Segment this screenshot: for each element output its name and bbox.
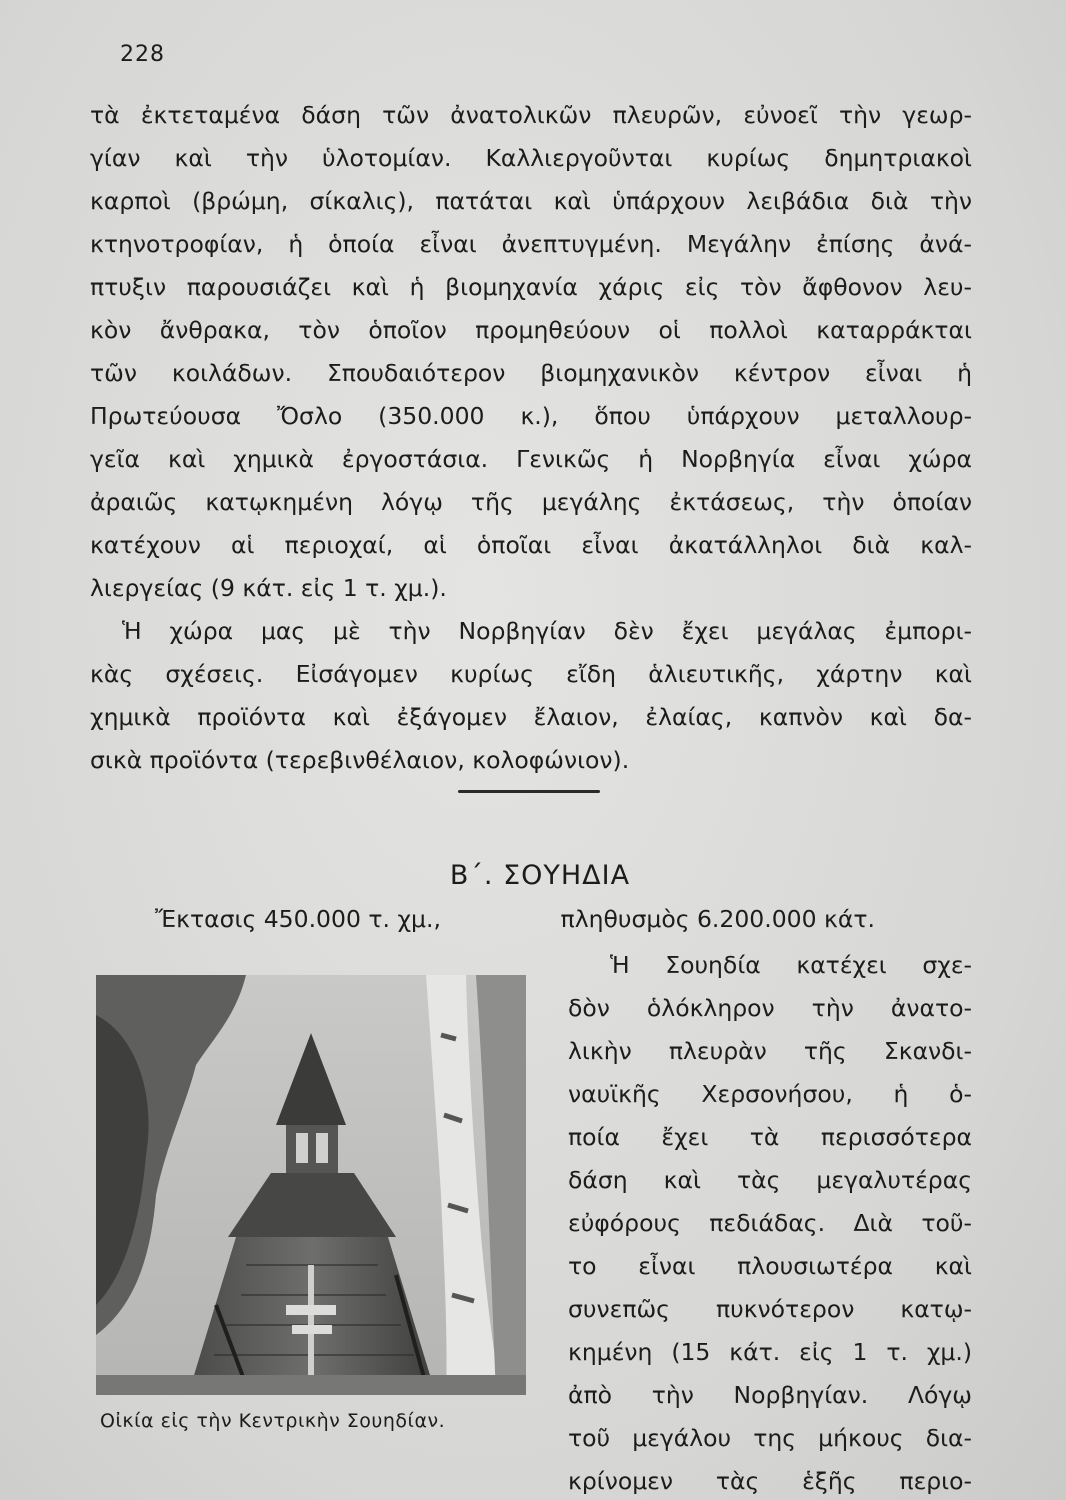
text-line: τῶν κοιλάδων. Σπουδαιότερον βιομηχανικὸν κέντρον εἶναι ἡ xyxy=(90,359,972,387)
text-line: κρίνομεν τὰς ἑξῆς περιο- xyxy=(568,1467,972,1495)
text-line: γίαν καὶ τὴν ὑλοτομίαν. Καλλιεργοῦνται κυρίως δημητριακοὶ xyxy=(90,144,972,172)
photo-wooden-bell-tower xyxy=(96,975,526,1395)
text-line: κημένη (15 κάτ. εἰς 1 τ. χμ.) xyxy=(568,1338,972,1366)
photo-caption: Οἰκία εἰς τὴν Κεντρικὴν Σουηδίαν. xyxy=(100,1410,446,1432)
text-line: Πρωτεύουσα Ὄσλο (350.000 κ.), ὅπου ὑπάρχουν μεταλλουρ- xyxy=(90,402,972,430)
text-line: γεῖα καὶ χημικὰ ἐργοστάσια. Γενικῶς ἡ Νορβηγία εἶναι χώρα xyxy=(90,445,972,473)
text-line: λικὴν πλευρὰν τῆς Σκανδι- xyxy=(568,1037,972,1065)
text-line: εὐφόρους πεδιάδας. Διὰ τοῦ- xyxy=(568,1209,972,1237)
text-line: κὰς σχέσεις. Εἰσάγομεν κυρίως εἴδη ἁλιευτικῆς, χάρτην καὶ xyxy=(90,660,972,688)
stats-area: Ἔκτασις 450.000 τ. χμ., xyxy=(155,905,441,933)
text-line: τοῦ μεγάλου της μήκους δια- xyxy=(568,1424,972,1452)
text-line: ἀπὸ τὴν Νορβηγίαν. Λόγῳ xyxy=(568,1381,972,1409)
section-title: Β΄. ΣΟΥΗΔΙΑ xyxy=(449,860,631,891)
text-line: κατέχουν αἱ περιοχαί, αἱ ὁποῖαι εἶναι ἀκατάλληλοι διὰ καλ- xyxy=(90,531,972,559)
text-line: ναυϊκῆς Χερσονήσου, ἡ ὁ- xyxy=(568,1080,972,1108)
stats-population: πληθυσμὸς 6.200.000 κάτ. xyxy=(560,905,875,933)
text-line: συνεπῶς πυκνότερον κατῳ- xyxy=(568,1295,972,1323)
text-line: πτυξιν παρουσιάζει καὶ ἡ βιομηχανία χάρις εἰς τὸν ἄφθονον λευ- xyxy=(90,273,972,301)
bell-tower-illustration xyxy=(96,975,526,1395)
text-line: κτηνοτροφίαν, ἡ ὁποία εἶναι ἀνεπτυγμένη. Μεγάλην ἐπίσης ἀνά- xyxy=(90,230,972,258)
text-line: δάση καὶ τὰς μεγαλυτέρας xyxy=(568,1166,972,1194)
text-line: Ἡ χώρα μας μὲ τὴν Νορβηγίαν δὲν ἔχει μεγάλας ἐμπορι- xyxy=(122,617,972,645)
page-number: 228 xyxy=(120,42,165,67)
text-line: Ἡ Σουηδία κατέχει σχε- xyxy=(610,951,972,979)
text-line: λιεργείας (9 κάτ. εἰς 1 τ. χμ.). xyxy=(90,574,447,602)
text-line: κὸν ἄνθρακα, τὸν ὁποῖον προμηθεύουν οἱ πολλοὶ καταρράκται xyxy=(90,316,972,344)
section-divider xyxy=(458,790,600,793)
text-line: καρποὶ (βρώμη, σίκαλις), πατάται καὶ ὑπάρχουν λειβάδια διὰ τὴν xyxy=(90,187,972,215)
text-line: ἀραιῶς κατῳκημένη λόγῳ τῆς μεγάλης ἐκτάσεως, τὴν ὁποίαν xyxy=(90,488,972,516)
section-stats xyxy=(155,905,875,933)
text-line: χημικὰ προϊόντα καὶ ἐξάγομεν ἔλαιον, ἐλαίας, καπνὸν καὶ δα- xyxy=(90,703,972,731)
text-line: δὸν ὁλόκληρον τὴν ἀνατο- xyxy=(568,994,972,1022)
text-line: σικὰ προϊόντα (τερεβινθέλαιον, κολοφώνιον). xyxy=(90,746,630,774)
text-line: ποία ἔχει τὰ περισσότερα xyxy=(568,1123,972,1151)
text-line: τὰ ἐκτεταμένα δάση τῶν ἀνατολικῶν πλευρῶν, εὐνοεῖ τὴν γεωρ- xyxy=(90,101,972,129)
text-line: το εἶναι πλουσιωτέρα καὶ xyxy=(568,1252,972,1280)
